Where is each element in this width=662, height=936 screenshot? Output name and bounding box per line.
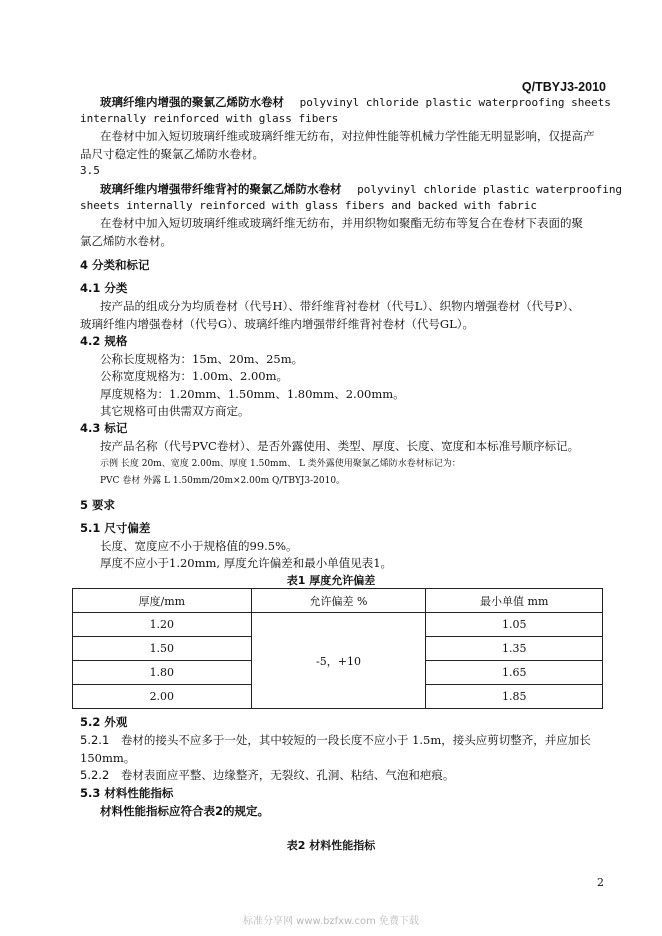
marking-example: 示例 长度 20m、宽度 2.00m、厚度 1.50mm、 L 类外露使用聚氯乙烯防水卷材标记为： [100, 459, 461, 469]
min-value-cell: 1.35 [426, 637, 603, 661]
section-3-5-title-cn: 玻璃纤维内增强带纤维背衬的聚氯乙烯防水卷材 [100, 182, 342, 196]
section-3-4-title-cn: 玻璃纤维内增强的聚氯乙烯防水卷材 [100, 95, 284, 109]
thickness-tolerance-table [72, 588, 603, 709]
standard-code: Q/TBYJ3-2010 [521, 80, 606, 94]
section-3-5-title-en: polyvinyl chloride plastic waterproofing [357, 183, 623, 196]
thickness-cell: 1.20 [73, 613, 252, 637]
spec-other: 其它规格可由供需双方商定。 [100, 404, 250, 418]
section-5-3-text: 材料性能指标应符合表2的规定。 [100, 804, 269, 818]
header-min-value: 最小单值 mm [426, 589, 603, 613]
section-3-4-title [100, 94, 611, 110]
section-4-3-text: 按产品名称（代号PVC卷材）、是否外露使用、类型、厚度、长度、宽度和本标准号顺序标记。 [100, 439, 580, 453]
section-4-1-text-cont: 玻璃纤维内增强卷材（代号G）、玻璃纤维内增强带纤维背衬卷材（代号GL）。 [80, 317, 475, 331]
section-3-4-desc: 在卷材中加入短切玻璃纤维或玻璃纤维无纺布，对拉伸性能等机械力学性能无明显影响，仅提高产 [100, 129, 595, 143]
section-5-2-1 [80, 732, 591, 748]
section-4-3-heading: 4.3 标记 [80, 421, 128, 435]
page-number: 2 [597, 876, 604, 889]
header-thickness: 厚度/mm [73, 589, 252, 613]
section-3-5-desc-cont: 氯乙烯防水卷材。 [80, 234, 172, 248]
section-5-2-1-text: 卷材的接头不应多于一处，其中较短的一段长度不应小于 1.5m，接头应剪切整齐，并应加长 [120, 733, 591, 747]
table-row [73, 613, 603, 637]
section-4-1-heading: 4.1 分类 [80, 281, 128, 295]
table-header-row [73, 589, 603, 613]
spec-length: 公称长度规格为：15m、20m、25m。 [100, 352, 304, 366]
marking-example-value: PVC 卷材 外露 L 1.50mm/20m×2.00m Q/TBYJ3-2010。 [100, 476, 346, 486]
spec-thickness: 厚度规格为：1.20mm、1.50mm、1.80mm、2.00mm。 [100, 387, 405, 401]
section-3-5-number: 3.5 [80, 164, 100, 177]
section-5-1-text: 长度、宽度应不小于规格值的99.5%。 [100, 539, 298, 553]
table-1-caption: 表1 厚度允许偏差 [286, 574, 376, 587]
section-5-2-1-cont: 150mm。 [80, 751, 136, 765]
section-5-2-2-text: 卷材表面应平整、边缘整齐，无裂纹、孔洞、粘结、气泡和疤痕。 [120, 768, 455, 782]
section-3-5-title-en-cont: sheets internally reinforced with glass fibers and backed with fabric [80, 199, 537, 212]
section-5-heading: 5 要求 [80, 498, 116, 512]
section-3-5-desc: 在卷材中加入短切玻璃纤维或玻璃纤维无纺布，并用织物如聚酯无纺布等复合在卷材下表面的聚 [100, 216, 583, 230]
section-4-1-text: 按产品的组成分为均质卷材（代号H）、带纤维背衬卷材（代号L）、织物内增强卷材（代号P）、 [100, 299, 580, 313]
spec-width: 公称宽度规格为：1.00m、2.00m。 [100, 369, 289, 383]
section-5-2-heading: 5.2 外观 [80, 715, 128, 729]
section-5-2-2 [80, 767, 454, 783]
min-value-cell: 1.05 [426, 613, 603, 637]
table-2-caption: 表2 材料性能指标 [286, 839, 376, 852]
section-3-4-title-en: polyvinyl chloride plastic waterproofing sheets [299, 96, 611, 109]
section-4-2-heading: 4.2 规格 [80, 334, 128, 348]
section-3-4-desc-cont: 品尺寸稳定性的聚氯乙烯防水卷材。 [80, 147, 264, 161]
thickness-cell: 1.50 [73, 637, 252, 661]
footer-watermark: 标准分享网 www.bzfxw.com 免费下载 [243, 916, 419, 927]
section-4-heading: 4 分类和标记 [80, 258, 150, 272]
min-value-cell: 1.65 [426, 661, 603, 685]
section-3-4-title-en-cont: internally reinforced with glass fibers [80, 112, 339, 125]
section-5-1-heading: 5.1 尺寸偏差 [80, 521, 151, 535]
min-value-cell: 1.85 [426, 685, 603, 709]
tolerance-cell: -5，+10 [251, 613, 426, 709]
section-5-2-2-number: 5.2.2 [80, 768, 110, 782]
section-3-5-title [100, 181, 622, 197]
header-tolerance: 允许偏差 % [251, 589, 426, 613]
section-5-3-heading: 5.3 材料性能指标 [80, 786, 174, 800]
section-5-1-text-2: 厚度不应小于1.20mm, 厚度允许偏差和最小单值见表1。 [100, 556, 393, 570]
thickness-cell: 1.80 [73, 661, 252, 685]
thickness-cell: 2.00 [73, 685, 252, 709]
section-5-2-1-number: 5.2.1 [80, 733, 110, 747]
